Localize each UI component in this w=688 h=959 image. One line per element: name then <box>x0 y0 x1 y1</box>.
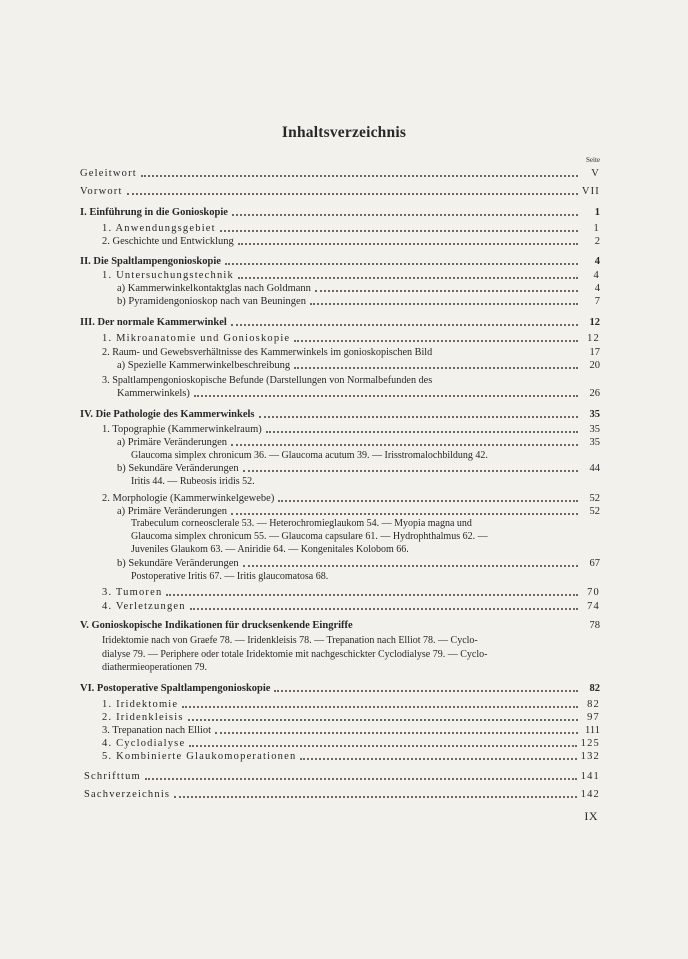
toc-entry: Vorwort VII <box>80 186 600 197</box>
toc-entry: 3. Tumoren 70 <box>102 587 600 598</box>
toc-entry: a) Spezielle Kammerwinkelbeschreibung 20 <box>117 360 600 371</box>
toc-subentry-text: Iritis 44. — Rubeosis iridis 52. <box>131 476 255 487</box>
toc-chapter: III. Der normale Kammerwinkel 12 <box>80 317 600 328</box>
toc-entry: a) Primäre Veränderungen 35 <box>117 437 600 448</box>
toc-entry: 1. Topographie (Kammerwinkelraum) 35 <box>102 424 600 435</box>
toc-subentry-text: diathermieoperationen 79. <box>102 662 207 673</box>
toc-chapter: I. Einführung in die Gonioskopie 1 <box>80 207 600 218</box>
toc-entry: 1. Anwendungsgebiet 1 <box>102 223 600 234</box>
toc-subentry-text: Juveniles Glaukom 63. — Aniridie 64. — Kongenitales Kolobom 66. <box>131 544 409 555</box>
toc-entry: a) Primäre Veränderungen 52 <box>117 506 600 517</box>
toc-entry: Sachverzeichnis 142 <box>84 789 600 800</box>
toc-entry: 4. Verletzungen 74 <box>102 601 600 612</box>
toc-entry: 4. Cyclodialyse 125 <box>102 738 600 749</box>
toc-page-number: 78 <box>589 620 600 631</box>
toc-subentry-text: Glaucoma simplex chronicum 55. — Glaucoma capsulare 61. — Hydrophthalmus 62. — <box>131 531 488 542</box>
toc-entry: 1. Iridektomie 82 <box>102 699 600 710</box>
toc-entry: Geleitwort V <box>80 168 600 179</box>
toc-chapter: V. Gonioskopische Indikationen für drucksenkende Eingriffe <box>80 620 353 631</box>
toc-entry: b) Pyramidengonioskop nach van Beuningen 7 <box>117 296 600 307</box>
toc-subentry-text: dialyse 79. — Periphere oder totale Iridektomie mit nachgeschickter Cyclodialyse 79. — Cyclo- <box>102 649 488 660</box>
toc-chapter: II. Die Spaltlampengonioskopie 4 <box>80 256 600 267</box>
toc-subentry-text: Iridektomie nach von Graefe 78. — Iridenkleisis 78. — Trepanation nach Elliot 78. — Cyclo- <box>102 635 478 646</box>
toc-entry: 2. Iridenkleisis 97 <box>102 712 600 723</box>
seite-label: Seite <box>586 156 600 164</box>
toc-entry: 1. Mikroanatomie und Gonioskopie 12 <box>102 333 600 344</box>
toc-subentry-text: Postoperative Iritis 67. — Iritis glaucomatosa 68. <box>131 571 329 582</box>
toc-subentry-text: Glaucoma simplex chronicum 36. — Glaucoma acutum 39. — Irisstromalochbildung 42. <box>131 450 488 461</box>
toc-entry: 2. Morphologie (Kammerwinkelgewebe) 52 <box>102 493 600 504</box>
page-title: Inhaltsverzeichnis <box>281 124 407 141</box>
toc-chapter: IV. Die Pathologie des Kammerwinkels 35 <box>80 409 600 420</box>
toc-entry: b) Sekundäre Veränderungen 44 <box>117 463 600 474</box>
toc-entry: 3. Trepanation nach Elliot 111 <box>102 725 600 736</box>
toc-entry: 2. Geschichte und Entwicklung 2 <box>102 236 600 247</box>
toc-entry: 2. Raum- und Gewebsverhältnisse des Kammerwinkels im gonioskopischen Bild <box>102 347 433 358</box>
toc-entry: b) Sekundäre Veränderungen 67 <box>117 558 600 569</box>
toc-entry: 1. Untersuchungstechnik 4 <box>102 270 600 281</box>
toc-entry: Kammerwinkels) 26 <box>117 388 600 399</box>
toc-chapter: VI. Postoperative Spaltlampengonioskopie 82 <box>80 683 600 694</box>
toc-entry: Schrifttum 141 <box>84 771 600 782</box>
toc-subentry-text: Trabeculum corneosclerale 53. — Heterochromieglaukom 54. — Myopia magna und <box>131 518 472 529</box>
page-folio: IX <box>584 809 598 823</box>
toc-entry: 5. Kombinierte Glaukomoperationen 132 <box>102 751 600 762</box>
toc-entry: a) Kammerwinkelkontaktglas nach Goldmann 4 <box>117 283 600 294</box>
toc-page-number: 17 <box>589 347 600 358</box>
toc-entry: 3. Spaltlampengonioskopische Befunde (Darstellungen von Normalbefunden des <box>102 375 433 386</box>
